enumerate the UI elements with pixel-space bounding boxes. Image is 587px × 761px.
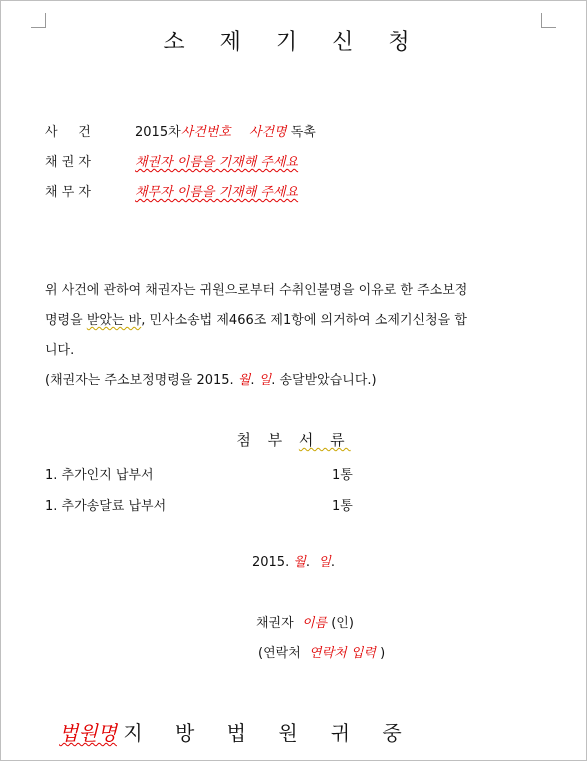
attachment-item (45, 495, 353, 514)
body-paragraph (45, 276, 535, 366)
attachment-name: 1. 추가송달료 납부서 (45, 499, 167, 514)
case-suffix: 독촉 (290, 125, 316, 140)
filing-date: 2015. 월. 일. (251, 555, 336, 570)
creditor-name: 채권자 이름을 기재해 주세요 (135, 155, 299, 170)
note-month: 월 (237, 373, 251, 388)
contact-value: 연락처 입력 (309, 646, 376, 661)
note-day: 일 (258, 373, 272, 388)
attachment-count: 1통 (332, 468, 353, 483)
attachment-item (45, 464, 353, 483)
creditor-label: 채 권 자 (45, 155, 91, 170)
debtor-name: 채무자 이름을 기재해 주세요 (135, 185, 299, 200)
court-name: 법원명 (59, 721, 117, 745)
creditor-row (45, 151, 298, 170)
honorific: 귀 중 (330, 721, 415, 745)
case-name: 사건명 (248, 125, 287, 140)
body-line: 니다. (45, 343, 75, 358)
date-day: 일 (318, 555, 331, 570)
attachment-name: 1. 추가인지 납부서 (45, 468, 154, 483)
case-number: 사건번호 (180, 125, 231, 140)
attachment-count: 1통 (332, 499, 353, 514)
court-footer (59, 717, 415, 746)
case-label: 사 건 (45, 125, 91, 140)
court-type: 지 방 법 원 (123, 721, 311, 745)
signature-line: 채권자 이름 (인) (256, 616, 354, 631)
date-month: 월 (293, 555, 306, 570)
case-row (45, 121, 316, 140)
document-title: 소 제 기 신 청 (163, 30, 424, 55)
debtor-label: 채 무 자 (45, 185, 91, 200)
body-line: 명령을 받았는 바, 민사소송법 제466조 제1항에 의거하여 소제기신청을 합 (45, 313, 467, 328)
contact-line: (연락처 연락처 입력 ) (258, 646, 386, 661)
body-line: 위 사건에 관하여 채권자는 귀원으로부터 수취인불명을 이유로 한 주소보정 (45, 283, 468, 298)
case-prefix: 2015차 (135, 125, 181, 140)
creditor-signature-name: 이름 (301, 616, 328, 631)
attachments-title: 첨 부 서 류 (236, 431, 351, 449)
debtor-row (45, 181, 298, 200)
grammar-marked-text: 받았는 바 (86, 313, 142, 328)
service-note: (채권자는 주소보정명령을 2015. 월. 일. 송달받았습니다.) (45, 373, 377, 388)
